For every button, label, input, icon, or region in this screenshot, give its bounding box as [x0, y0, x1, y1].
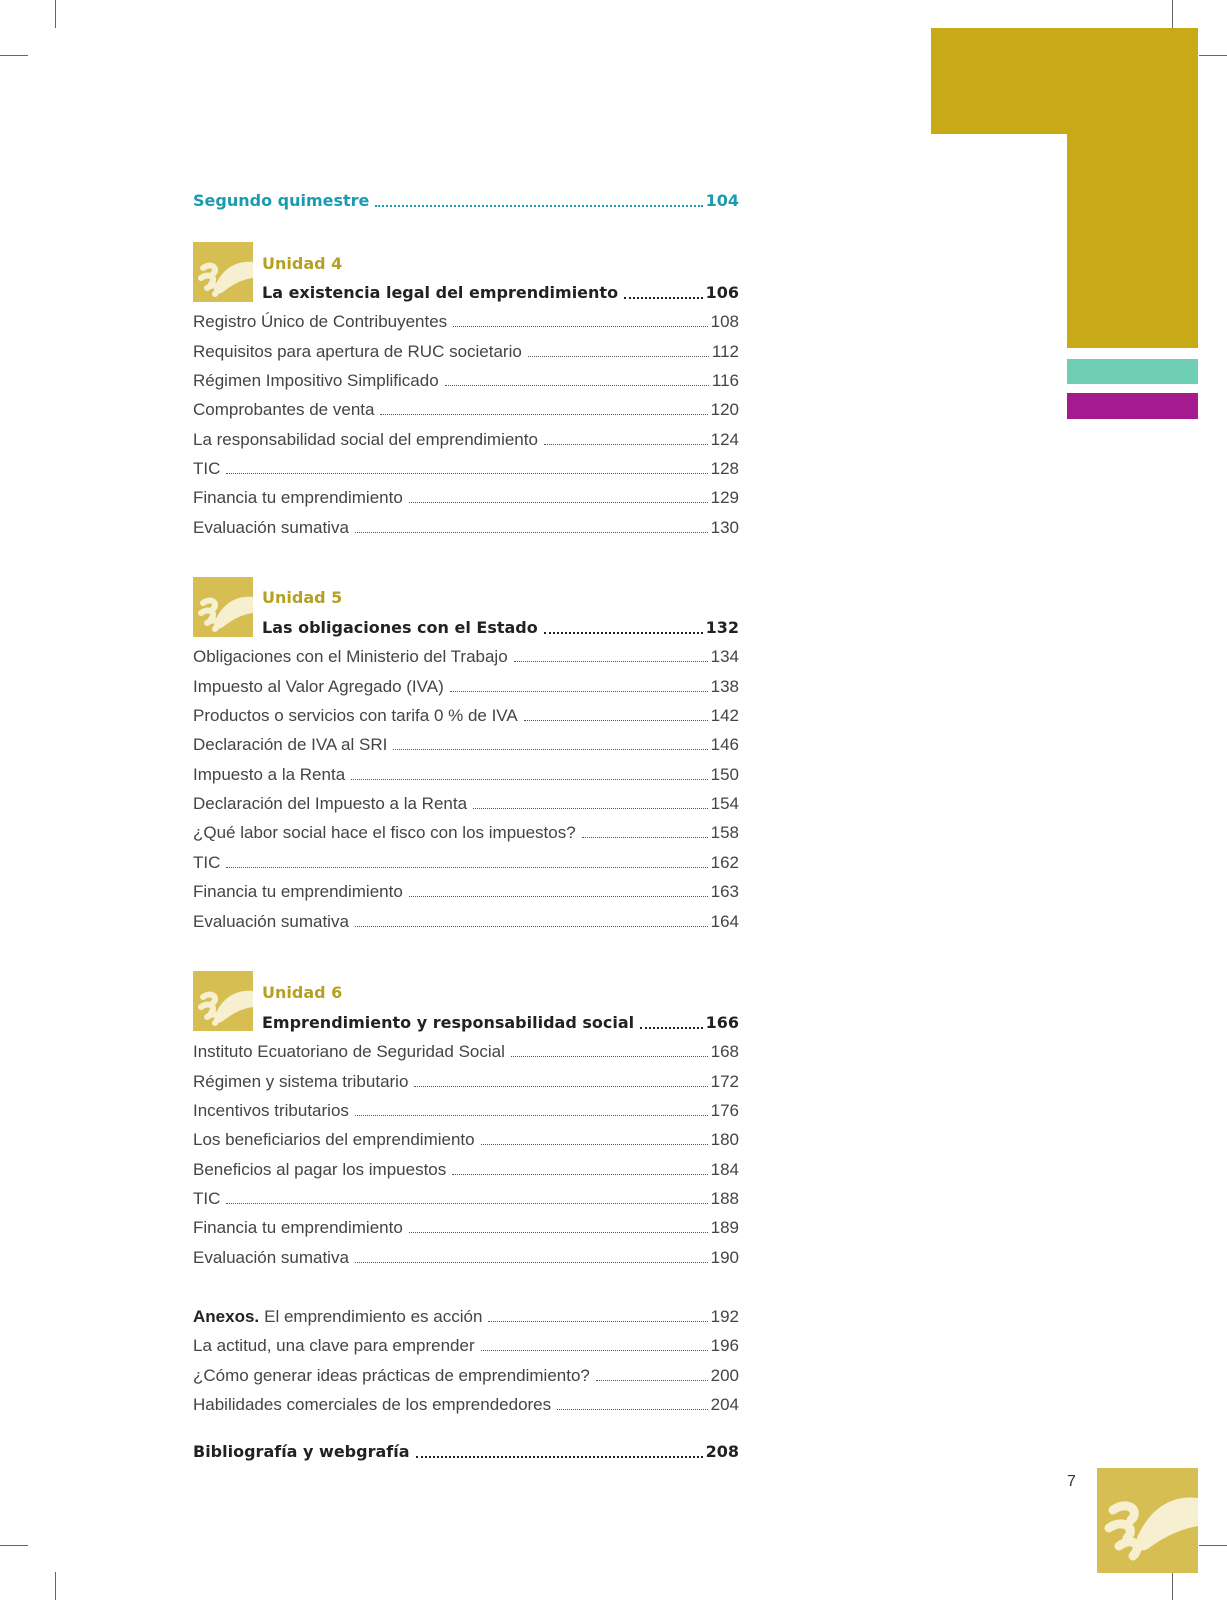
- unit-title: Las obligaciones con el Estado: [262, 618, 538, 637]
- table-of-contents: [193, 0, 739, 1600]
- entry-label: Obligaciones con el Ministerio del Trabajo: [193, 647, 508, 666]
- dot-leader: [514, 661, 708, 662]
- unit-page: 166: [705, 1013, 739, 1032]
- toc-entry[interactable]: [193, 641, 739, 667]
- entry-label: Beneficios al pagar los impuestos: [193, 1160, 447, 1179]
- entry-label: TIC: [193, 459, 221, 478]
- toc-entry[interactable]: [193, 453, 739, 479]
- toc-entry[interactable]: [193, 394, 739, 420]
- entry-label: Incentivos tributarios: [193, 1101, 349, 1120]
- toc-entry[interactable]: [193, 1066, 739, 1092]
- toc-entry[interactable]: [193, 700, 739, 726]
- toc-entry[interactable]: [193, 759, 739, 785]
- toc-entry[interactable]: [193, 424, 739, 450]
- toc-entry[interactable]: [193, 729, 739, 755]
- dot-leader: [414, 1086, 707, 1087]
- entry-page: 162: [710, 853, 739, 872]
- entry-label: ¿Qué labor social hace el fisco con los impuestos?: [193, 823, 576, 842]
- entry-page: 116: [711, 371, 739, 390]
- toc-entry[interactable]: [193, 1095, 739, 1121]
- entry-page: 163: [710, 882, 739, 901]
- crop-mark: [55, 1572, 56, 1600]
- entry-page: 190: [710, 1248, 739, 1267]
- dot-leader: [511, 1056, 708, 1057]
- entry-label: Evaluación sumativa: [193, 912, 349, 931]
- unit-label: Unidad 4: [262, 254, 343, 273]
- dot-leader: [355, 926, 708, 927]
- entry-page: 176: [710, 1101, 739, 1120]
- annex-prefix: Anexos.: [193, 1307, 260, 1326]
- dot-leader: [226, 1203, 707, 1204]
- unit-title-row[interactable]: [262, 1007, 739, 1033]
- entry-page: 188: [710, 1189, 739, 1208]
- entry-label: Impuesto al Valor Agregado (IVA): [193, 677, 444, 696]
- entry-page: 124: [710, 430, 739, 449]
- toc-entry[interactable]: [193, 1330, 739, 1356]
- dot-leader: [481, 1144, 708, 1145]
- toc-entry[interactable]: [193, 876, 739, 902]
- toc-entry[interactable]: [193, 306, 739, 332]
- dot-leader: [481, 1350, 708, 1351]
- dot-leader: [409, 896, 708, 897]
- dot-leader: [452, 1174, 707, 1175]
- toc-entry[interactable]: [193, 336, 739, 362]
- dot-leader: [624, 297, 703, 299]
- toc-entry[interactable]: [193, 671, 739, 697]
- toc-section-heading[interactable]: [193, 185, 739, 211]
- toc-entry[interactable]: [193, 1242, 739, 1268]
- dot-leader: [528, 356, 709, 357]
- dot-leader: [226, 867, 707, 868]
- entry-page: 112: [711, 342, 739, 361]
- dot-leader: [355, 1262, 708, 1263]
- unit-label: Unidad 5: [262, 588, 343, 607]
- entry-label: [193, 1307, 482, 1327]
- entry-page: 142: [710, 706, 739, 725]
- entry-label: TIC: [193, 853, 221, 872]
- dot-leader: [445, 385, 709, 386]
- page-number: 7: [1067, 1473, 1076, 1490]
- toc-bibliography[interactable]: [193, 1436, 739, 1462]
- section-page: 104: [705, 191, 739, 210]
- entry-label: Declaración del Impuesto a la Renta: [193, 794, 468, 813]
- dot-leader: [473, 808, 708, 809]
- entry-label: Declaración de IVA al SRI: [193, 735, 388, 754]
- toc-entry[interactable]: [193, 1183, 739, 1209]
- toc-entry[interactable]: [193, 482, 739, 508]
- dot-leader: [582, 837, 708, 838]
- unit-page: 132: [705, 618, 739, 637]
- entry-page: 150: [710, 765, 739, 784]
- dot-leader: [557, 1409, 707, 1410]
- unit-title: La existencia legal del emprendimiento: [262, 283, 619, 302]
- entry-page: 196: [710, 1336, 739, 1355]
- dot-leader: [409, 1232, 708, 1233]
- entry-label: TIC: [193, 1189, 221, 1208]
- entry-page: 154: [710, 794, 739, 813]
- entry-label: Registro Único de Contribuyentes: [193, 312, 448, 331]
- dot-leader: [393, 749, 707, 750]
- unit-title-row[interactable]: [262, 612, 739, 638]
- hand-icon: [193, 971, 253, 1031]
- hand-icon: [193, 242, 253, 302]
- dot-leader: [640, 1027, 702, 1029]
- entry-label: Productos o servicios con tarifa 0 % de IVA: [193, 706, 518, 725]
- crop-mark: [1172, 1572, 1173, 1600]
- entry-page: 128: [710, 459, 739, 478]
- crop-mark: [0, 55, 28, 56]
- dot-leader: [226, 473, 707, 474]
- entry-page: 168: [710, 1042, 739, 1061]
- toc-entry[interactable]: [193, 1360, 739, 1386]
- toc-entry[interactable]: [193, 1389, 739, 1415]
- dot-leader: [596, 1380, 708, 1381]
- bibliography-label: Bibliografía y webgrafía: [193, 1442, 410, 1461]
- bibliography-page: 208: [705, 1442, 739, 1461]
- dot-leader: [355, 1115, 708, 1116]
- toc-entry[interactable]: [193, 1124, 739, 1150]
- gold-band-vertical: [1067, 134, 1198, 348]
- annex-title: El emprendimiento es acción: [264, 1307, 483, 1326]
- crop-mark: [1199, 1545, 1227, 1546]
- magenta-bar: [1067, 393, 1198, 419]
- crop-mark: [0, 1545, 28, 1546]
- toc-entry[interactable]: [193, 1036, 739, 1062]
- entry-page: 138: [710, 677, 739, 696]
- entry-page: 108: [710, 312, 739, 331]
- dot-leader: [351, 779, 707, 780]
- dot-leader: [416, 1456, 703, 1458]
- entry-page: 158: [710, 823, 739, 842]
- dot-leader: [544, 632, 703, 634]
- entry-label: La actitud, una clave para emprender: [193, 1336, 475, 1355]
- toc-entry[interactable]: [193, 1212, 739, 1238]
- entry-label: La responsabilidad social del emprendimiento: [193, 430, 538, 449]
- entry-label: Comprobantes de venta: [193, 400, 375, 419]
- entry-page: 129: [710, 488, 739, 507]
- dot-leader: [453, 326, 707, 327]
- dot-leader: [375, 205, 702, 207]
- toc-entry[interactable]: [193, 788, 739, 814]
- unit-title: Emprendimiento y responsabilidad social: [262, 1013, 635, 1032]
- gold-band-top: [931, 28, 1198, 134]
- crop-mark: [55, 0, 56, 28]
- entry-page: 204: [710, 1395, 739, 1414]
- dot-leader: [488, 1321, 707, 1322]
- entry-label: Habilidades comerciales de los emprendedores: [193, 1395, 552, 1414]
- entry-label: Requisitos para apertura de RUC societario: [193, 342, 522, 361]
- toc-entry-annex[interactable]: [193, 1301, 739, 1327]
- unit-label: Unidad 6: [262, 983, 343, 1002]
- entry-page: 184: [710, 1160, 739, 1179]
- crop-mark: [1199, 55, 1227, 56]
- entry-label: ¿Cómo generar ideas prácticas de emprendimiento?: [193, 1366, 590, 1385]
- crop-mark: [1172, 0, 1173, 28]
- dot-leader: [450, 691, 708, 692]
- teal-bar: [1067, 359, 1198, 384]
- entry-label: Régimen Impositivo Simplificado: [193, 371, 439, 390]
- dot-leader: [380, 414, 707, 415]
- dot-leader: [524, 720, 708, 721]
- dot-leader: [355, 532, 708, 533]
- entry-page: 172: [710, 1072, 739, 1091]
- entry-label: Los beneficiarios del emprendimiento: [193, 1130, 475, 1149]
- dot-leader: [544, 444, 708, 445]
- toc-entry[interactable]: [193, 847, 739, 873]
- entry-page: 134: [710, 647, 739, 666]
- entry-page: 200: [710, 1366, 739, 1385]
- entry-page: 180: [710, 1130, 739, 1149]
- entry-page: 164: [710, 912, 739, 931]
- entry-page: 120: [710, 400, 739, 419]
- toc-entry[interactable]: [193, 512, 739, 538]
- toc-entry[interactable]: [193, 365, 739, 391]
- unit-title-row[interactable]: [262, 277, 739, 303]
- entry-label: Evaluación sumativa: [193, 1248, 349, 1267]
- hand-icon: [193, 577, 253, 637]
- entry-label: Instituto Ecuatoriano de Seguridad Social: [193, 1042, 505, 1061]
- entry-label: Financia tu emprendimiento: [193, 488, 403, 507]
- dot-leader: [409, 502, 708, 503]
- entry-label: Financia tu emprendimiento: [193, 1218, 403, 1237]
- toc-entry[interactable]: [193, 906, 739, 932]
- entry-page: 189: [710, 1218, 739, 1237]
- hand-icon: [1097, 1468, 1198, 1573]
- entry-page: 192: [710, 1307, 739, 1326]
- entry-page: 146: [710, 735, 739, 754]
- section-label: Segundo quimestre: [193, 191, 370, 210]
- entry-label: Financia tu emprendimiento: [193, 882, 403, 901]
- toc-entry[interactable]: [193, 1154, 739, 1180]
- entry-label: Régimen y sistema tributario: [193, 1072, 409, 1091]
- unit-page: 106: [705, 283, 739, 302]
- entry-page: 130: [710, 518, 739, 537]
- toc-entry[interactable]: [193, 817, 739, 843]
- entry-label: Evaluación sumativa: [193, 518, 349, 537]
- entry-label: Impuesto a la Renta: [193, 765, 346, 784]
